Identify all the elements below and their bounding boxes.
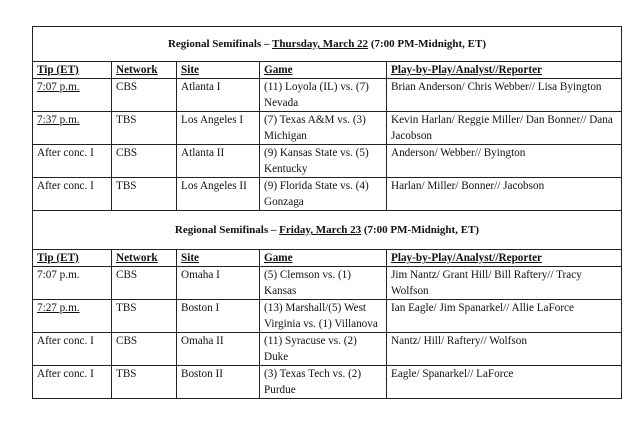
section-heading-row — [33, 211, 622, 250]
col-header-crew: Play-by-Play/Analyst//Reporter — [387, 250, 622, 267]
table-row — [33, 178, 622, 211]
col-header-site: Site — [177, 62, 260, 79]
col-header-game: Game — [260, 250, 387, 267]
tip-cell: 7:37 p.m. — [33, 112, 112, 145]
tip-cell: After conc. I — [33, 366, 112, 399]
tip-cell: After conc. I — [33, 145, 112, 178]
site-cell: Boston I — [177, 300, 260, 333]
table-row — [33, 300, 622, 333]
section-heading-prefix: Regional Semifinals – — [174, 224, 280, 236]
col-header-tip: Tip (ET) — [33, 62, 112, 79]
crew-cell: Kevin Harlan/ Reggie Miller/ Dan Bonner// Dana Jacobson — [387, 112, 622, 145]
game-cell: (11) Loyola (IL) vs. (7) Nevada — [260, 79, 387, 112]
section-heading — [33, 27, 622, 62]
table-row — [33, 79, 622, 112]
col-header-network: Network — [112, 250, 177, 267]
table-row — [33, 366, 622, 399]
network-cell: TBS — [112, 300, 177, 333]
tip-cell: 7:27 p.m. — [33, 300, 112, 333]
section-heading-suffix: (7:00 PM-Midnight, ET) — [368, 38, 487, 50]
game-cell: (5) Clemson vs. (1) Kansas — [260, 267, 387, 300]
site-cell: Los Angeles II — [177, 178, 260, 211]
section-heading-suffix: (7:00 PM-Midnight, ET) — [361, 224, 480, 236]
column-header-row — [33, 250, 622, 267]
table-row — [33, 145, 622, 178]
crew-cell: Eagle/ Spanarkel// LaForce — [387, 366, 622, 399]
network-cell: TBS — [112, 178, 177, 211]
section-heading-day: Thursday, March 22 — [272, 38, 369, 50]
col-header-game: Game — [260, 62, 387, 79]
table-row — [33, 267, 622, 300]
network-cell: CBS — [112, 333, 177, 366]
schedule-document — [32, 26, 621, 399]
crew-cell: Nantz/ Hill/ Raftery// Wolfson — [387, 333, 622, 366]
table-row — [33, 112, 622, 145]
crew-cell: Jim Nantz/ Grant Hill/ Bill Raftery// Tracy Wolfson — [387, 267, 622, 300]
game-cell: (3) Texas Tech vs. (2) Purdue — [260, 366, 387, 399]
col-header-crew: Play-by-Play/Analyst//Reporter — [387, 62, 622, 79]
section-heading-row — [33, 27, 622, 62]
network-cell: CBS — [112, 145, 177, 178]
tip-cell: After conc. I — [33, 333, 112, 366]
game-cell: (11) Syracuse vs. (2) Duke — [260, 333, 387, 366]
section-heading-prefix: Regional Semifinals – — [167, 38, 272, 50]
schedule-table — [32, 26, 622, 399]
tip-cell: After conc. I — [33, 178, 112, 211]
site-cell: Omaha II — [177, 333, 260, 366]
section-heading-day: Friday, March 23 — [279, 224, 362, 236]
network-cell: CBS — [112, 79, 177, 112]
col-header-tip: Tip (ET) — [33, 250, 112, 267]
site-cell: Atlanta II — [177, 145, 260, 178]
site-cell: Boston II — [177, 366, 260, 399]
crew-cell: Anderson/ Webber// Byington — [387, 145, 622, 178]
game-cell: (13) Marshall/(5) West Virginia vs. (1) Villanova — [260, 300, 387, 333]
column-header-row — [33, 62, 622, 79]
site-cell: Atlanta I — [177, 79, 260, 112]
game-cell: (9) Kansas State vs. (5) Kentucky — [260, 145, 387, 178]
game-cell: (7) Texas A&M vs. (3) Michigan — [260, 112, 387, 145]
game-cell: (9) Florida State vs. (4) Gonzaga — [260, 178, 387, 211]
site-cell: Los Angeles I — [177, 112, 260, 145]
tip-cell: 7:07 p.m. — [33, 79, 112, 112]
crew-cell: Ian Eagle/ Jim Spanarkel// Allie LaForce — [387, 300, 622, 333]
crew-cell: Harlan/ Miller/ Bonner// Jacobson — [387, 178, 622, 211]
site-cell: Omaha I — [177, 267, 260, 300]
table-row — [33, 333, 622, 366]
col-header-site: Site — [177, 250, 260, 267]
section-heading — [33, 211, 622, 250]
col-header-network: Network — [112, 62, 177, 79]
network-cell: CBS — [112, 267, 177, 300]
network-cell: TBS — [112, 112, 177, 145]
crew-cell: Brian Anderson/ Chris Webber// Lisa Byington — [387, 79, 622, 112]
network-cell: TBS — [112, 366, 177, 399]
tip-cell: 7:07 p.m. — [33, 267, 112, 300]
